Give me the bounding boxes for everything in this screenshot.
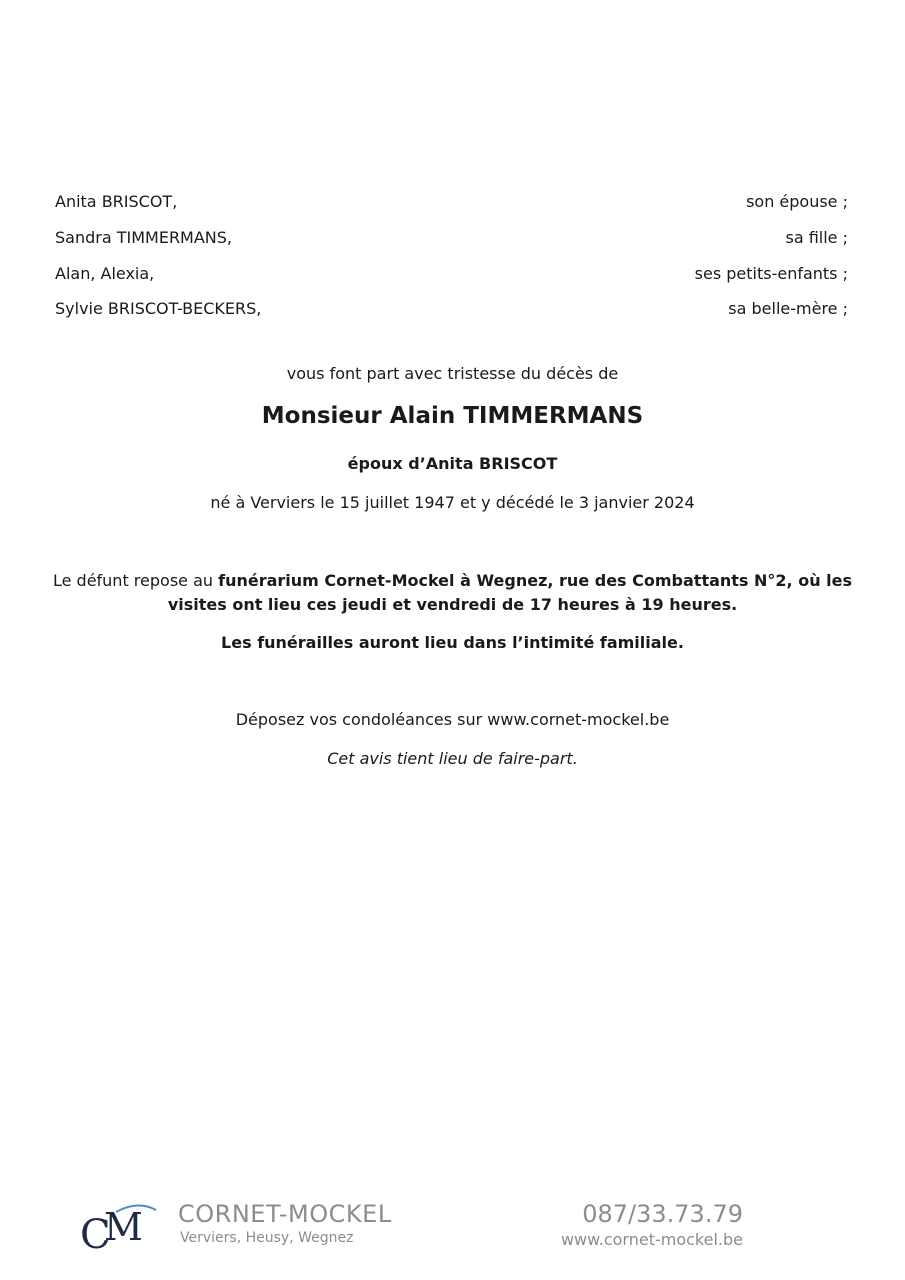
condoleances-text: Déposez vos condoléances sur www.cornet-mockel.be [235, 710, 670, 729]
faire-part-note: Cet avis tient lieu de faire-part. [327, 749, 578, 768]
deceased-name: Monsieur Alain TIMMERMANS [261, 403, 644, 429]
family-member-name: Anita BRISCOT, [55, 192, 178, 212]
family-member-name: Sylvie BRISCOT-BECKERS, [55, 299, 262, 319]
company-website[interactable]: www.cornet-mockel.be [560, 1230, 743, 1249]
footer [0, 1190, 905, 1270]
cornet-mockel-logo [78, 1198, 158, 1258]
company-towns: Verviers, Heusy, Wegnez [180, 1230, 354, 1246]
family-row [55, 255, 848, 291]
family-member-name: Alan, Alexia, [55, 263, 155, 283]
repose-paragraph [45, 569, 860, 617]
family-member-relation: ses petits-enfants ; [694, 263, 848, 283]
repose-details: funérarium Cornet-Mockel à Wegnez, rue des Combattants N°2, où les visites ont lieu ces jeudi et vendredi de 17 heures à 19 heures. [167, 571, 853, 614]
family-member-relation: sa fille ; [785, 228, 848, 248]
company-name: CORNET-MOCKEL [178, 1200, 392, 1228]
company-phone: 087/33.73.79 [582, 1200, 743, 1228]
family-row [55, 291, 848, 327]
svg-text:C: C [80, 1212, 111, 1258]
family-list [55, 184, 848, 327]
announcement-intro: vous font part avec tristesse du décès de [286, 364, 619, 383]
svg-text:M: M [104, 1205, 143, 1249]
spouse-line: époux d’Anita BRISCOT [347, 454, 558, 473]
birth-death-dates: né à Verviers le 15 juillet 1947 et y décédé le 3 janvier 2024 [210, 493, 695, 512]
family-row [55, 184, 848, 220]
funerailles-text: Les funérailles auront lieu dans l’intimité familiale. [221, 633, 684, 652]
repose-prefix: Le défunt repose au [52, 571, 219, 590]
family-member-relation: son épouse ; [746, 192, 848, 212]
family-row [55, 220, 848, 256]
family-member-relation: sa belle-mère ; [728, 299, 848, 319]
family-member-name: Sandra TIMMERMANS, [55, 228, 233, 248]
